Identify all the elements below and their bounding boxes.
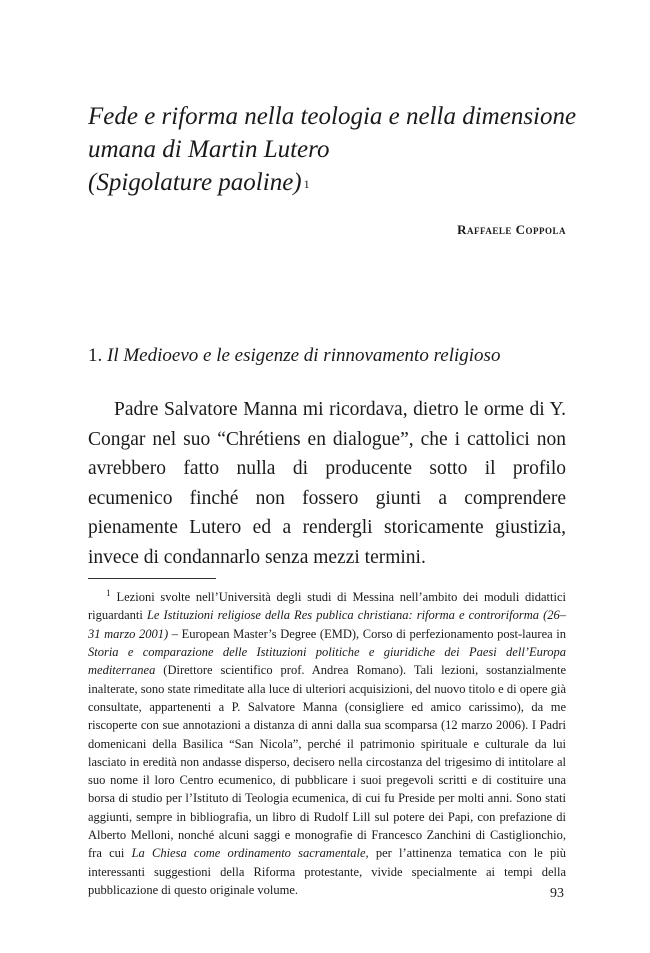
section-title: Il Medioevo e le esigenze di rinnovamento religioso (107, 345, 501, 366)
footnote-text-2: – European Master’s Degree (EMD), Corso di perfezionamento post-laurea in (168, 626, 567, 641)
chapter-title-line-2: umana di Martin Lutero (88, 136, 330, 163)
chapter-title-line-3: (Spigolature paoline) (88, 169, 302, 196)
footnote-italic-3: La Chiesa come ordinamento sacramentale (131, 846, 366, 861)
section-number: 1. (88, 345, 103, 366)
footnote-marker: 1 (106, 588, 111, 598)
footnote-italic-1: Le Istituzioni religiose della Res publica christiana: riforma e controriforma (26–31 marzo 2001) (88, 608, 567, 641)
chapter-title (88, 100, 578, 199)
chapter-title-line-1: Fede e riforma nella teologia e nella dimensione (88, 103, 577, 130)
footnote-text-3: (Direttore scientifico prof. Andrea Romano). Tali lezioni, sostanzialmente inalterate, sono state rimeditate alla luce di ulteriori acquisizioni, del nuovo titolo e di opere già consultate, appartenenti a P. Salvatore Manna (consigliere ed amico carissimo), da me riscoperte con sue annotazioni a distanza di anni dalla sua scomparsa (12 marzo 2006). I Padri domenicani della Basilica “San Nicola”, perché il patrimonio spirituale e culturale da lui lasciato in eredità non andasse disperso, decisero nella circostanza del trigesimo di intitolare al suo nome il loro Centro ecumenico, di pubblicare i suoi pregevoli scritti e di costituire una borsa di studio per l’Istituto di Teologia ecumenica, di cui fu Preside per molti anni. Sono stati aggiunti, sempre in bibliografia, un libro di Rudolf Lill sul potere dei Papi, con prefazione di Alberto Melloni, nonché alcuni saggi e monografie di Francesco Zanchini di Castiglionchio, fra cui (88, 663, 566, 861)
author-name: Raffaele Coppola (457, 222, 566, 237)
footnote (88, 584, 566, 899)
footnote-text-1: Lezioni svolte nell’Università degli studi di Messina nell’ambito dei moduli didattici riguardanti (88, 590, 566, 623)
footnote-separator (88, 578, 216, 579)
section-heading (88, 343, 578, 369)
footnote-italic-2: Storia e comparazione delle Istituzioni politiche e giuridiche dei Paesi dell’Europa mediterranea (88, 645, 566, 678)
footnote-reference[interactable]: 1 (303, 177, 310, 191)
page-number: 93 (550, 886, 564, 901)
footnote-text-4: , per l’attinenza tematica con le più interessanti suggestioni della Riforma protestante, vivide specialmente ai tempi della pubblicazione di questo originale volume. (88, 846, 566, 897)
body-paragraph: Padre Salvatore Manna mi ricordava, dietro le orme di Y. Congar nel suo “Chrétiens en dialogue”, che i cattolici non avrebbero fatto nulla di producente sotto il profilo ecumenico finché non fossero giunti a comprendere pienamente Lutero ed a rendergli storicamente giustizia, invece di condannarlo senza mezzi termini. (88, 399, 566, 568)
